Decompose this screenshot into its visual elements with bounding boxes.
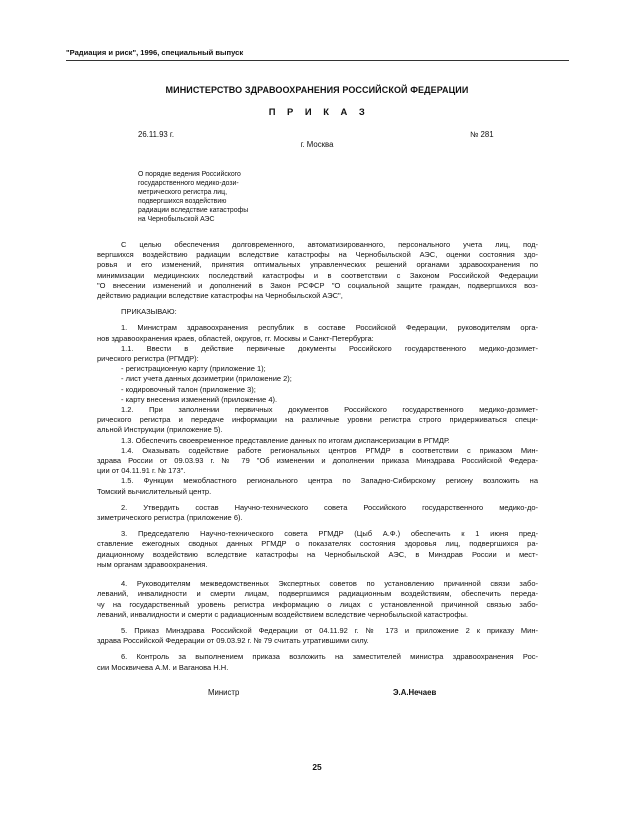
item1-line: - карту внесения изменений (приложение 4). bbox=[121, 394, 278, 404]
item3-line: ставление ежегодных сводных данных РГМДР о показателях состояния здоровья лиц, подвергшихся ра- bbox=[97, 539, 538, 549]
preamble-line: ровья и его изменений, принятия оптимальных управленческих решений органами здравоохранения по bbox=[97, 260, 538, 270]
order-date: 26.11.93 г. bbox=[138, 130, 174, 139]
item1-line: 1.1. Ввести в действие первичные документы Российского государственного медико-дозимет- bbox=[121, 343, 538, 353]
subject-line: О порядке ведения Российского bbox=[138, 171, 241, 178]
item1-line: нов здравоохранения краев, областей, округов, гг. Москвы и Санкт-Петербурга: bbox=[97, 333, 374, 343]
preamble-line: минимизации медицинских последствий катастрофы и в соответствии с Законом Российской Федерации bbox=[97, 270, 538, 280]
item6-line: сии Москвичева А.М. и Ваганова Н.Н. bbox=[97, 662, 229, 672]
item1-line: 1.5. Функции межобластного регионального центра по Западно-Сибирскому региону возложить на bbox=[121, 476, 538, 486]
item1-line: 1. Министрам здравоохранения республик в составе Российской Федерации, руководителям орга- bbox=[121, 323, 538, 333]
journal-header: "Радиация и риск", 1996, специальный выпуск bbox=[66, 48, 244, 57]
preamble-line: вергшихся воздействию радиации вследствие катастрофы на Чернобыльской АЭС, оценки состояния здо- bbox=[97, 250, 538, 260]
item5-line: 5. Приказ Минздрава Российской Федерации от 04.11.92 г. № 173 и приложение 2 к приказу Мин- bbox=[121, 625, 538, 635]
subject-line: метрического регистра лиц, bbox=[138, 189, 228, 197]
item1-line: - кодировочный талон (приложение 3); bbox=[121, 384, 256, 394]
item1-line: ции от 04.11.91 г. № 173". bbox=[97, 466, 186, 476]
item3-line: 3. Председателю Научно-технического совета РГМДР (Цыб А.Ф.) обеспечить к 1 июня пред- bbox=[121, 529, 538, 539]
subject-line: радиации вследствие катастрофы bbox=[138, 207, 249, 215]
order-city: г. Москва bbox=[300, 140, 334, 149]
item1-line: рического регистра (РГМДР): bbox=[97, 354, 199, 364]
signature-name: Э.А.Нечаев bbox=[393, 688, 437, 697]
item1-line: Томский вычислительный центр. bbox=[97, 486, 212, 496]
item1-line: 1.2. При заполнении первичных документов Российского государственного медико-дозимет- bbox=[121, 405, 538, 415]
subject-line: государственного медико-дози- bbox=[138, 180, 239, 188]
item2-line: зиметрического регистра (приложение 6). bbox=[97, 513, 243, 523]
preamble-line: "О внесении изменений и дополнений в Закон РСФСР "О социальной защите граждан, подвергшихся воз- bbox=[97, 280, 538, 290]
item4-line: леваний, инвалидности и смерти лицам, подвергшимся радиационным воздействиям, обеспечить переда- bbox=[97, 589, 538, 599]
item1-line: 1.4. Оказывать содействие работе региональных центров РГМДР в соответствии с приказом Мин- bbox=[121, 445, 538, 455]
item4-line: чу на государственный уровень регистра информацию о лицах с установленной причинной связью забо- bbox=[97, 599, 538, 609]
order-number: № 281 bbox=[470, 130, 494, 139]
order-subject bbox=[138, 170, 288, 225]
item1-line: 1.3. Обеспечить своевременное представление данных по итогам диспансеризации в РГМДР. bbox=[121, 435, 450, 445]
item1-line: рического регистра и передаче информации на различные уровни регистра строго придерживаться специ- bbox=[97, 415, 538, 425]
signature-role: Министр bbox=[208, 688, 240, 697]
item4-line: 4. Руководителям межведомственных Экспертных советов по установлению причинной связи забо- bbox=[121, 579, 538, 589]
header-rule bbox=[66, 60, 569, 61]
page-number: 25 bbox=[312, 762, 322, 772]
order-body bbox=[97, 240, 538, 673]
item1-line: здрава России от 09.03.93 г. № 79 "Об изменении и дополнении приказа Минздрава Российской Федера- bbox=[97, 456, 538, 466]
preamble-line: С целью обеспечения долговременного, автоматизированного, персонального учета лиц, под- bbox=[121, 240, 538, 249]
item4-line: леваний, инвалидности и смерти с радиационным воздействием вследствие чернобыльской катастрофы. bbox=[97, 609, 469, 619]
ministry-title: МИНИСТЕРСТВО ЗДРАВООХРАНЕНИЯ РОССИЙСКОЙ ФЕДЕРАЦИИ bbox=[165, 85, 469, 95]
order-title: П Р И К А З bbox=[268, 106, 370, 117]
item3-line: ным органам здравоохранения. bbox=[97, 559, 208, 569]
item1-line: - регистрационную карту (приложение 1); bbox=[121, 364, 266, 374]
item1-line: - лист учета данных дозиметрии (приложение 2); bbox=[121, 374, 292, 384]
order-word: ПРИКАЗЫВАЮ: bbox=[121, 307, 177, 317]
subject-line: на Чернобыльской АЭС bbox=[138, 216, 215, 224]
item2-line: 2. Утвердить состав Научно-технического совета Российского государственного медико-до- bbox=[121, 502, 538, 512]
subject-line: подвергшихся воздействию bbox=[138, 198, 227, 206]
item3-line: диационному воздействию вследствие катастрофы на Чернобыльской АЭС, в Минздрав России и мест- bbox=[97, 549, 538, 559]
item1-line: альной Инструкции (приложение 5). bbox=[97, 425, 223, 435]
item5-line: здрава Российской Федерации от 09.03.92 г. № 79 считать утратившими силу. bbox=[97, 636, 369, 646]
preamble-line: действию радиации вследствие катастрофы на Чернобыльской АЭС", bbox=[97, 291, 343, 301]
item6-line: 6. Контроль за выполнением приказа возложить на заместителей министра здравоохранения Рос- bbox=[121, 652, 538, 662]
